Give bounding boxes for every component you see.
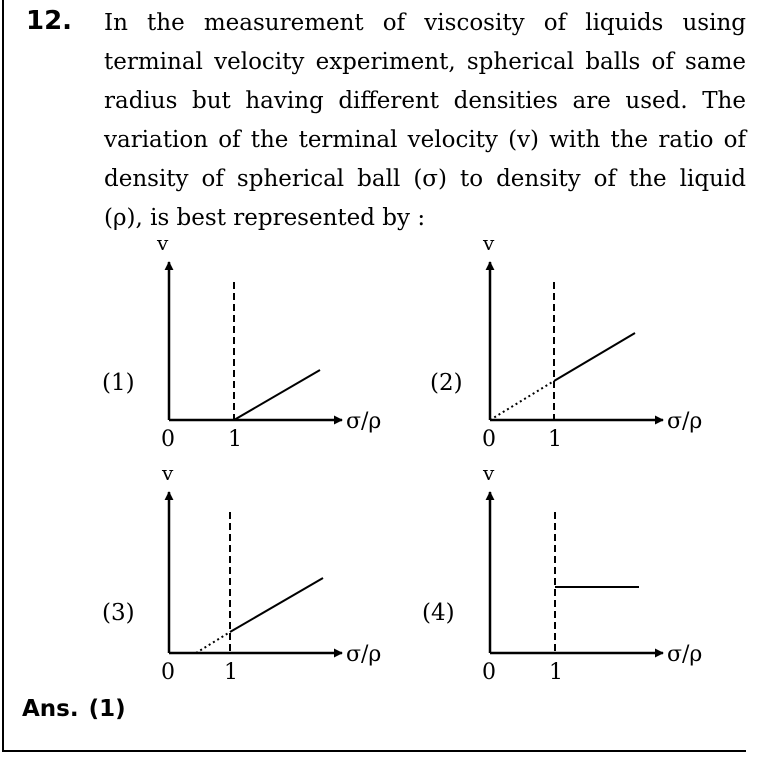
velocity-line <box>230 578 323 632</box>
question-number: 12. <box>26 6 73 36</box>
origin-label: 0 <box>161 660 175 685</box>
velocity-line <box>234 370 320 420</box>
y-axis-label: v <box>483 231 495 255</box>
x-axis-label: σ/ρ <box>346 409 382 434</box>
question-line: radius but having different densities are used. The <box>104 88 746 114</box>
option-4-graph[interactable] <box>422 461 702 685</box>
question-line: density of spherical ball (σ) to density of the liquid <box>104 166 746 192</box>
tick-label: 1 <box>228 427 242 452</box>
question-line: (ρ), is best represented by : <box>104 205 426 231</box>
question-line: terminal velocity experiment, spherical balls of same <box>104 49 746 75</box>
tick-label: 1 <box>549 660 563 685</box>
question-line: In the measurement of viscosity of liquids using <box>104 10 746 36</box>
x-axis-label: σ/ρ <box>667 409 703 434</box>
option-label: (4) <box>422 600 455 626</box>
origin-label: 0 <box>482 660 496 685</box>
dotted-extension <box>490 381 554 420</box>
x-axis-label: σ/ρ <box>346 642 382 667</box>
origin-label: 0 <box>161 427 175 452</box>
y-axis-label: v <box>162 461 174 485</box>
tick-label: 1 <box>224 660 238 685</box>
x-axis-label: σ/ρ <box>667 642 703 667</box>
option-label: (3) <box>102 600 135 626</box>
velocity-line <box>554 333 635 381</box>
option-label: (2) <box>430 370 463 396</box>
answer-value: (1) <box>88 696 126 722</box>
option-1-graph[interactable] <box>102 231 381 452</box>
y-axis-label: v <box>157 231 169 255</box>
option-label: (1) <box>102 370 135 396</box>
question-line: variation of the terminal velocity (v) with the ratio of <box>104 127 746 153</box>
tick-label: 1 <box>548 427 562 452</box>
answer-prefix: Ans. <box>22 696 79 722</box>
option-3-graph[interactable] <box>102 461 381 685</box>
dotted-extension <box>196 632 230 653</box>
answer <box>22 696 136 722</box>
option-2-graph[interactable] <box>430 231 702 452</box>
y-axis-label: v <box>483 461 495 485</box>
origin-label: 0 <box>482 427 496 452</box>
